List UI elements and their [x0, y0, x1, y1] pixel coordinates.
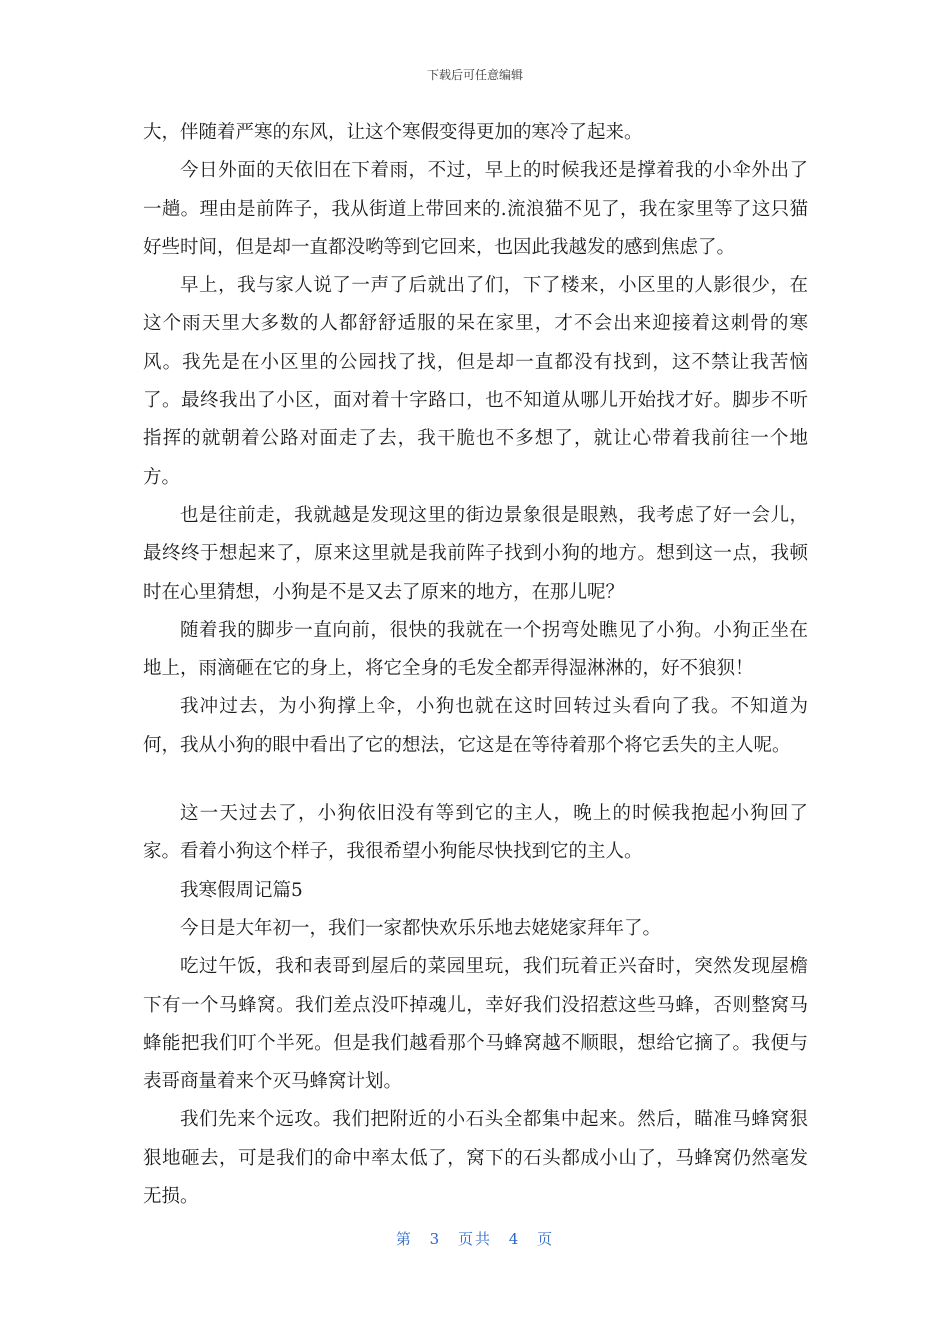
page-number-footer: 第 3 页共 4 页: [395, 1230, 555, 1248]
page-header: 下载后可任意编辑: [426, 68, 523, 82]
paragraph: 吃过午饭，我和表哥到屋后的菜园里玩，我们玩着正兴奋时，突然发现屋檐下有一个马蜂窝。我们差点没吓掉魂儿，幸好我们没招惹这些马蜂，否则整窝马蜂能把我们叮个半死。但是我们越看那个马蜂窝越不顺眼，想给它摘了。我便与表哥商量着来个灭马蜂窝计划。: [143, 956, 808, 1093]
document-body: [143, 114, 808, 1216]
paragraph: 今日外面的天依旧在下着雨，不过，早上的时候我还是撑着我的小伞外出了一趟。理由是前阵子，我从街道上带回来的.流浪猫不见了，我在家里等了这只猫好些时间，但是却一直都没哟等到它回来，也因此我越发的感到焦虑了。: [143, 160, 808, 258]
paragraph: 这一天过去了，小狗依旧没有等到它的主人，晚上的时候我抱起小狗回了家。看着小狗这个样子，我很希望小狗能尽快找到它的主人。: [143, 803, 808, 863]
paragraph-continuation: 大，伴随着严寒的东风，让这个寒假变得更加的寒冷了起来。: [143, 122, 643, 143]
paragraph: 我冲过去，为小狗撑上伞，小狗也就在这时回转过头看向了我。不知道为何，我从小狗的眼中看出了它的想法，它这是在等待着那个将它丢失的主人呢。: [143, 696, 808, 756]
section-heading: 我寒假周记篇5: [180, 879, 303, 901]
paragraph: 我们先来个远攻。我们把附近的小石头全都集中起来。然后，瞄准马蜂窝狠狠地砸去，可是我们的命中率太低了，窝下的石头都成小山了，马蜂窝仍然毫发无损。: [143, 1109, 808, 1208]
paragraph: 随着我的脚步一直向前，很快的我就在一个拐弯处瞧见了小狗。小狗正坐在地上，雨滴砸在它的身上，将它全身的毛发全都弄得湿淋淋的，好不狼狈！: [143, 619, 808, 680]
paragraph-spacer: [143, 765, 808, 795]
paragraph: 今日是大年初一，我们一家都快欢乐乐地去姥姥家拜年了。: [180, 917, 662, 939]
paragraph: 也是往前走，我就越是发现这里的街边景象很是眼熟，我考虑了好一会儿，最终终于想起来了，原来这里就是我前阵子找到小狗的地方。想到这一点，我顿时在心里猜想，小狗是不是又去了原来的地方，在那儿呢？: [143, 504, 808, 603]
paragraph: 早上，我与家人说了一声了后就出了们，下了楼来，小区里的人影很少，在这个雨天里大多数的人都舒舒适服的呆在家里，才不会出来迎接着这刺骨的寒风。我先是在小区里的公园找了找，但是却一直都没有找到，这不禁让我苦恼了。最终我出了小区，面对着十字路口，也不知道从哪儿开始找才好。脚步不听指挥的就朝着公路对面走了去，我干脆也不多想了，就让心带着我前往一个地方。: [143, 275, 808, 488]
